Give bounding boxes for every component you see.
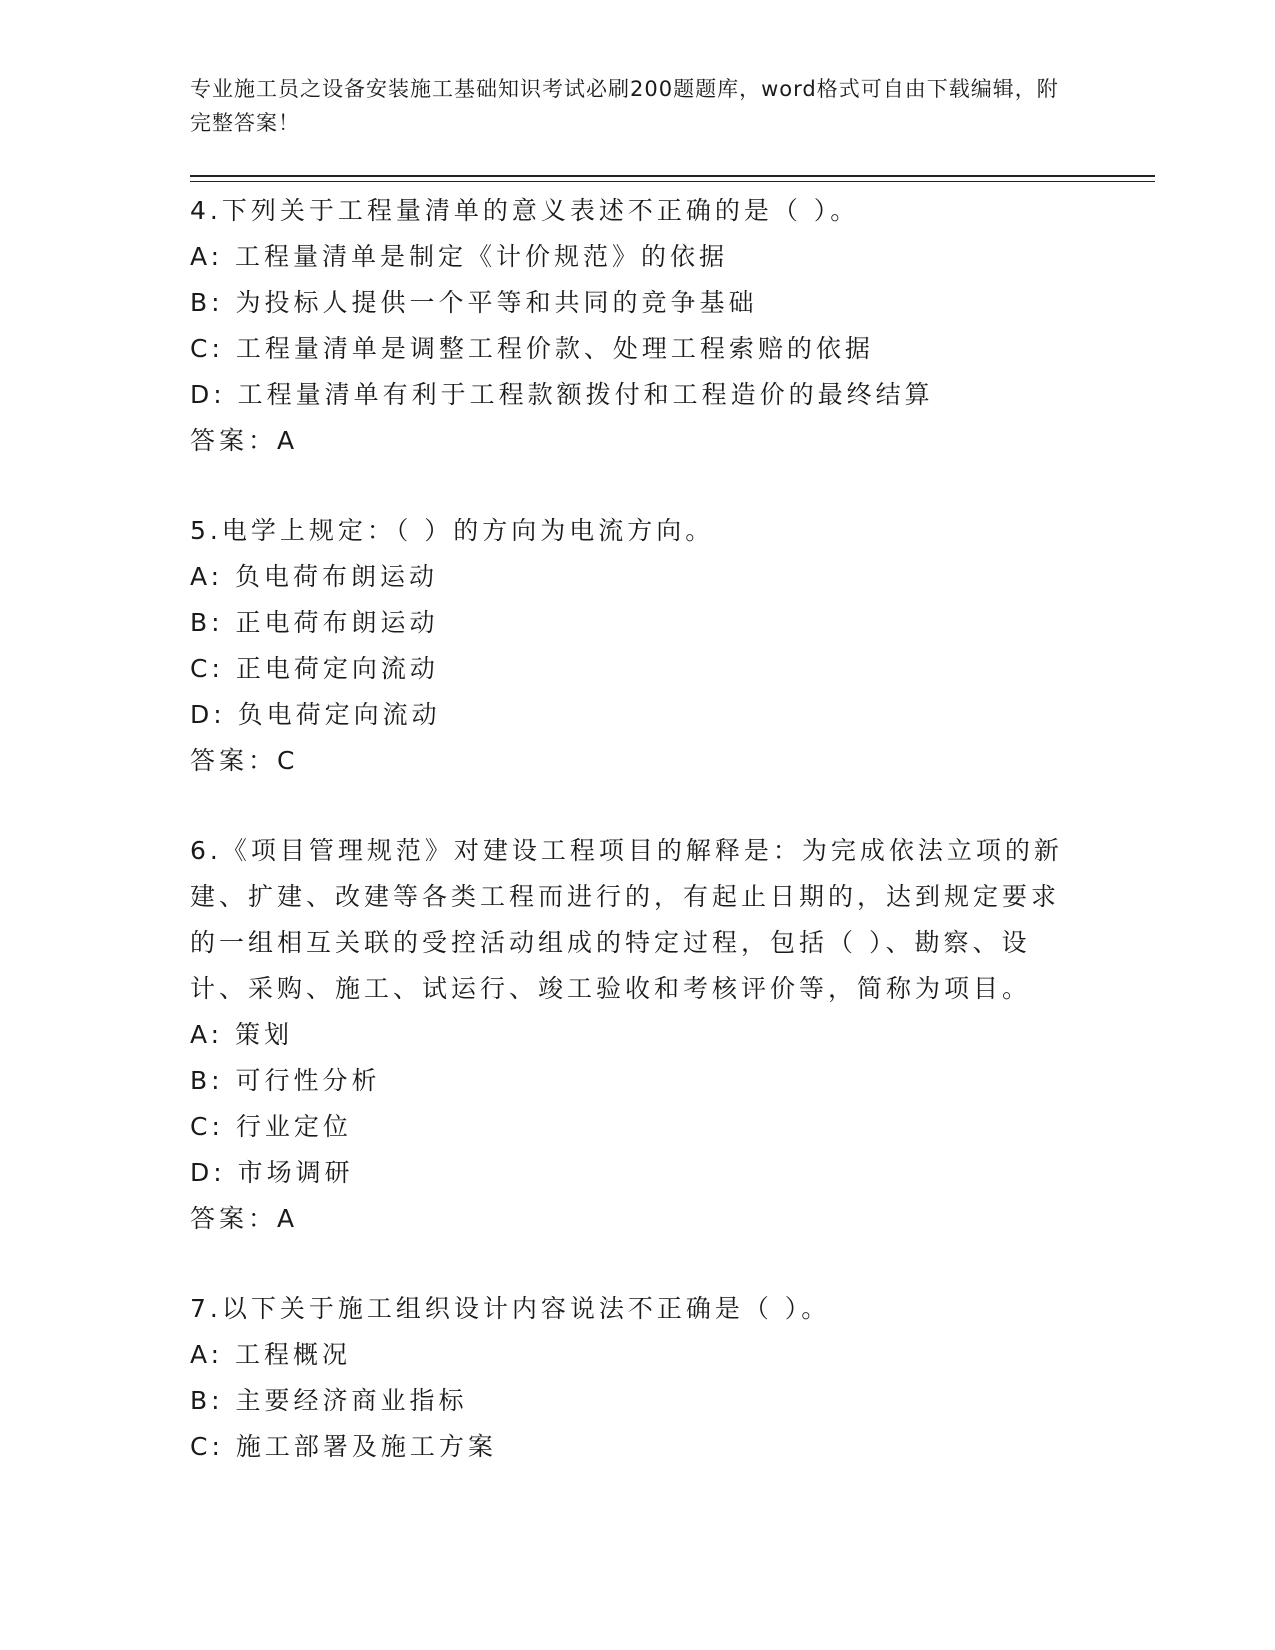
option-b: B: 为投标人提供一个平等和共同的竞争基础	[190, 288, 758, 317]
answer: 答案：C	[190, 746, 299, 775]
option-b: B: 可行性分析	[190, 1066, 381, 1095]
option-a: A: 工程量清单是制定《计价规范》的依据	[190, 242, 729, 271]
option-c: C: 正电荷定向流动	[190, 654, 439, 683]
option-b: B: 主要经济商业指标	[190, 1386, 468, 1415]
option-a: A: 负电荷布朗运动	[190, 562, 439, 591]
option-b: B: 正电荷布朗运动	[190, 608, 439, 637]
option-d: D: 市场调研	[190, 1158, 354, 1187]
question-text: 7.以下关于施工组织设计内容说法不正确是（ ）。	[190, 1294, 831, 1323]
option-a: A: 策划	[190, 1020, 294, 1049]
option-c: C: 工程量清单是调整工程价款、处理工程索赔的依据	[190, 334, 874, 363]
question-text: 4.下列关于工程量清单的意义表述不正确的是（ ）。	[190, 196, 860, 225]
question-7	[190, 1286, 1080, 1470]
question-6	[190, 828, 1080, 1242]
question-text: 6.《项目管理规范》对建设工程项目的解释是：为完成依法立项的新建、扩建、改建等各类工程而进行的，有起止日期的，达到规定要求的一组相互关联的受控活动组成的特定过程，包括（ ）、勘察、设计、采购、施工、试运行、竣工验收和考核评价等，简称为项目。	[190, 836, 1063, 1003]
answer: 答案：A	[190, 426, 299, 455]
option-a: A: 工程概况	[190, 1340, 352, 1369]
option-d: D: 负电荷定向流动	[190, 700, 441, 729]
question-5	[190, 508, 1080, 784]
document-header: 专业施工员之设备安装施工基础知识考试必刷200题题库，word格式可自由下载编辑，附完整答案！	[190, 77, 1059, 135]
answer: 答案：A	[190, 1204, 299, 1233]
option-c: C: 施工部署及施工方案	[190, 1432, 497, 1461]
question-text: 5.电学上规定：（ ）的方向为电流方向。	[190, 516, 715, 545]
option-d: D: 工程量清单有利于工程款额拨付和工程造价的最终结算	[190, 380, 934, 409]
question-4	[190, 188, 1080, 464]
header-rule-thick	[190, 175, 1155, 177]
question-list	[190, 188, 1080, 1514]
header-rule-thin	[190, 181, 1155, 182]
option-c: C: 行业定位	[190, 1112, 352, 1141]
